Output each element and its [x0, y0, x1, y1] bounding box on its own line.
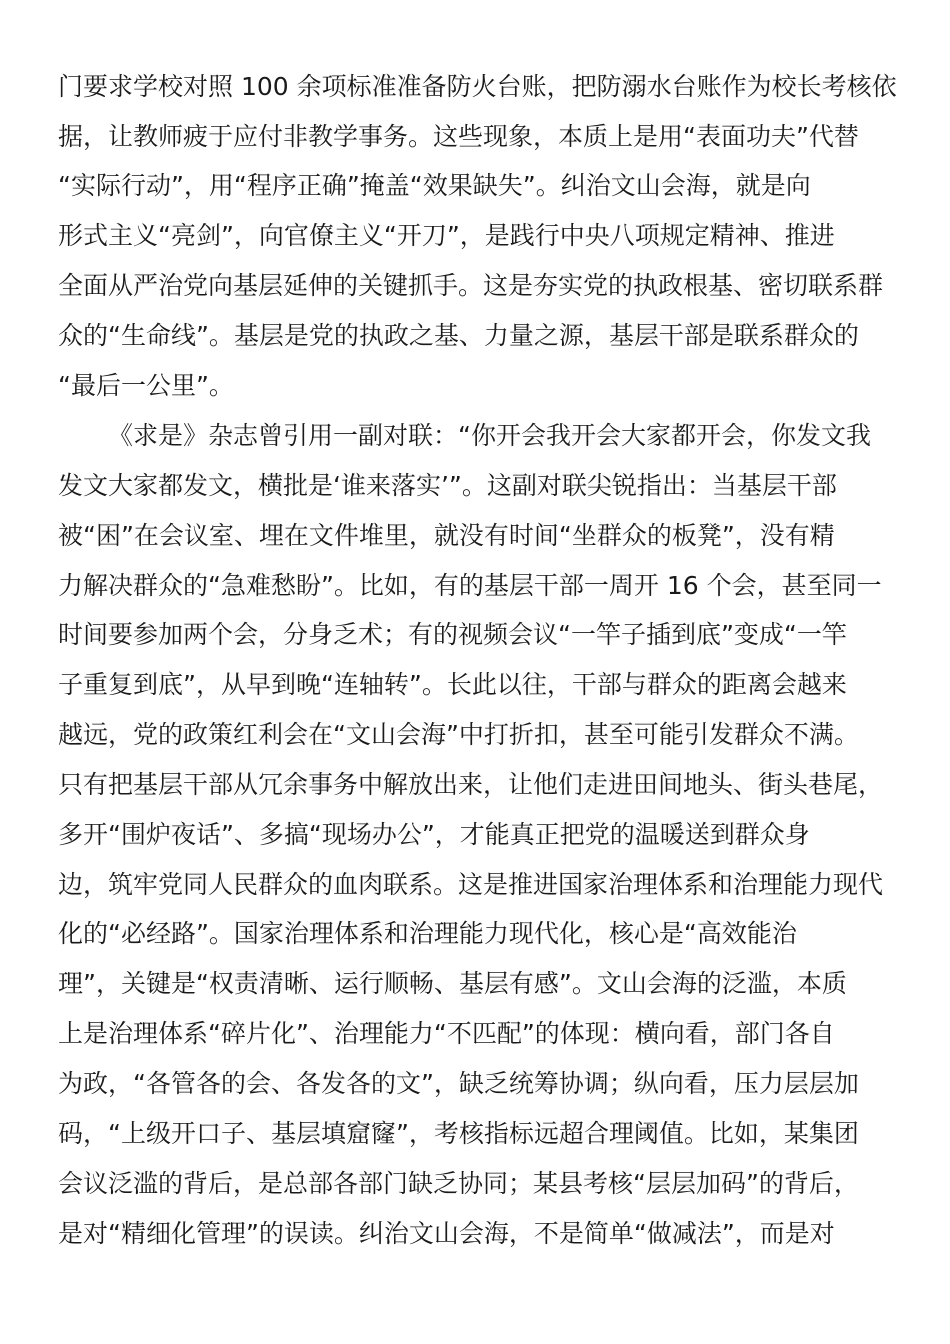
text-line: 化的“必经路”。国家治理体系和治理能力现代化，核心是“高效能治	[58, 919, 797, 948]
text-line: 为政，“各管各的会、各发各的文”，缺乏统筹协调；纵向看，压力层层加	[58, 1069, 859, 1098]
text-line: 门要求学校对照 100 余项标准准备防火台账，把防溺水台账作为校长考核依	[58, 72, 897, 101]
text-line: 上是治理体系“碎片化”、治理能力“不匹配”的体现：横向看，部门各自	[58, 1019, 835, 1048]
text-line: 是对“精细化管理”的误读。纠治文山会海，不是简单“做减法”，而是对	[58, 1219, 835, 1248]
text-line: 码，“上级开口子、基层填窟窿”，考核指标远超合理阈值。比如，某集团	[58, 1119, 859, 1148]
text-line: 被“困”在会议室、埋在文件堆里，就没有时间“坐群众的板凳”，没有精	[58, 521, 835, 550]
text-line: 理”，关键是“权责清晰、运行顺畅、基层有感”。文山会海的泛滥，本质	[58, 969, 847, 998]
text-line: 据，让教师疲于应付非教学事务。这些现象，本质上是用“表面功夫”代替	[58, 122, 859, 151]
text-line: 只有把基层干部从冗余事务中解放出来，让他们走进田间地头、街头巷尾，	[58, 770, 884, 799]
text-line: 多开“围炉夜话”、多搞“现场办公”，才能真正把党的温暖送到群众身	[58, 820, 810, 849]
paragraph-first-line: 《求是》杂志曾引用一副对联：“你开会我开会大家都开会，你发文我	[108, 421, 871, 450]
text-line: 越远，党的政策红利会在“文山会海”中打折扣，甚至可能引发群众不满。	[58, 720, 859, 749]
text-line: 时间要参加两个会，分身乏术；有的视频会议“一竿子插到底”变成“一竿	[58, 620, 847, 649]
text-line: 会议泛滥的背后，是总部各部门缺乏协同；某县考核“层层加码”的背后，	[58, 1169, 859, 1198]
text-line: 形式主义“亮剑”，向官僚主义“开刀”，是践行中央八项规定精神、推进	[58, 221, 835, 250]
text-line: 力解决群众的“急难愁盼”。比如，有的基层干部一周开 16 个会，甚至同一	[58, 571, 882, 600]
text-line: 边，筑牢党同人民群众的血肉联系。这是推进国家治理体系和治理能力现代	[58, 870, 884, 899]
text-line: “实际行动”，用“程序正确”掩盖“效果缺失”。纠治文山会海，就是向	[58, 171, 811, 200]
text-line: 发文大家都发文，横批是‘谁来落实’”。这副对联尖锐指出：当基层干部	[58, 471, 837, 500]
text-line: 子重复到底”，从早到晚“连轴转”。长此以往，干部与群众的距离会越来	[58, 670, 847, 699]
text-line: 众的“生命线”。基层是党的执政之基、力量之源，基层干部是联系群众的	[58, 321, 859, 350]
text-line: “最后一公里”。	[58, 371, 234, 400]
text-line: 全面从严治党向基层延伸的关键抓手。这是夯实党的执政根基、密切联系群	[58, 271, 884, 300]
